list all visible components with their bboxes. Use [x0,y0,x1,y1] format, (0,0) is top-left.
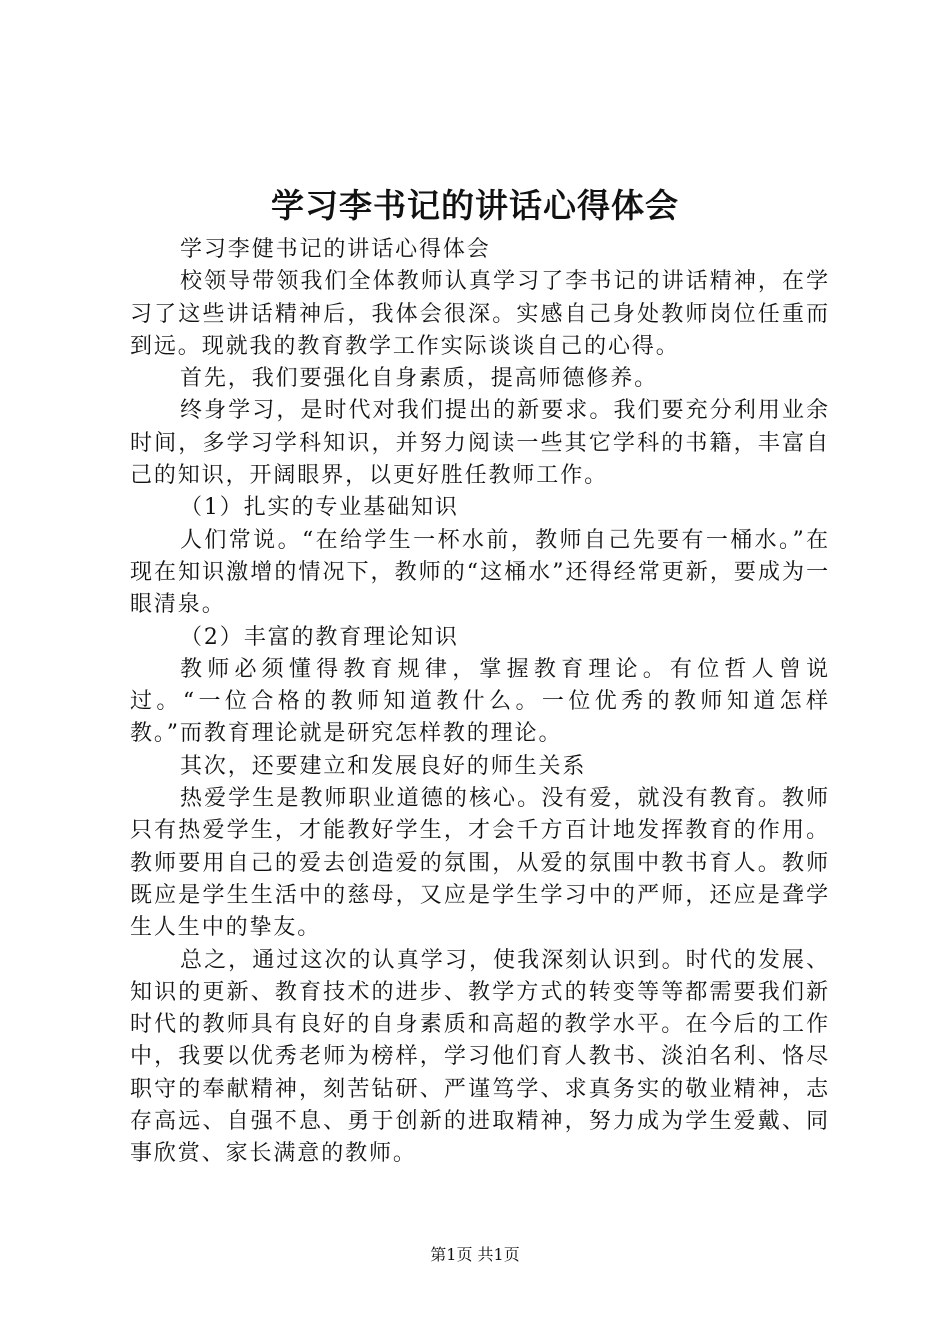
subheading-education-theory: （2）丰富的教育理论知识 [180,624,459,650]
document-body [130,234,830,1171]
section-heading-second: 其次，还要建立和发展良好的师生关系 [180,753,587,779]
conclusion-paragraph: 总之，通过这次的认真学习，使我深刻认识到。时代的发展、知识的更新、教育技术的进步、教学方式的转变等等都需要我们新时代的教师具有良好的自身素质和高超的教学水平。在今后的工作中，我要以优秀老师为榜样，学习他们育人教书、淡泊名利、恪尽职守的奉献精神，刻苦钻研、严谨笃学、求真务实的敬业精神，志存高远、自强不息、勇于创新的进取精神，努力成为学生爱戴、同事欣赏、家长满意的教师。 [130,947,830,1167]
section-heading-first: 首先，我们要强化自身素质，提高师德修养。 [180,366,659,392]
education-theory-paragraph: 教师必须懂得教育规律，掌握教育理论。有位哲人曾说过。“一位合格的教师知道教什么。一位优秀的教师知道怎样教。”而教育理论就是研究怎样教的理论。 [130,656,830,747]
page-number-footer: 第1页 共1页 [430,1245,520,1264]
intro-paragraph: 校领导带领我们全体教师认真学习了李书记的讲话精神，在学习了这些讲话精神后，我体会很深。实感自己身处教师岗位任重而到远。现就我的教育教学工作实际谈谈自己的心得。 [130,269,830,359]
subtitle-paragraph: 学习李健书记的讲话心得体会 [180,237,491,262]
subheading-professional-knowledge: （1）扎实的专业基础知识 [180,495,459,521]
document-title: 学习李书记的讲话心得体会 [271,186,679,225]
bucket-of-water-paragraph: 人们常说。“在给学生一杯水前，教师自己先要有一桶水。”在现在知识激增的情况下，教师的“这桶水”还得经常更新，要成为一眼清泉。 [130,527,830,618]
lifelong-learning-paragraph: 终身学习，是时代对我们提出的新要求。我们要充分利用业余时间，多学习学科知识，并努力阅读一些其它学科的书籍，丰富自己的知识，开阔眼界，以更好胜任教师工作。 [130,398,830,489]
love-students-paragraph: 热爱学生是教师职业道德的核心。没有爱，就没有教育。教师只有热爱学生，才能教好学生，才会千方百计地发挥教育的作用。教师要用自己的爱去创造爱的氛围，从爱的氛围中教书育人。教师既应是学生生活中的慈母，又应是学生学习中的严师，还应是聋学生人生中的挚友。 [130,786,830,941]
